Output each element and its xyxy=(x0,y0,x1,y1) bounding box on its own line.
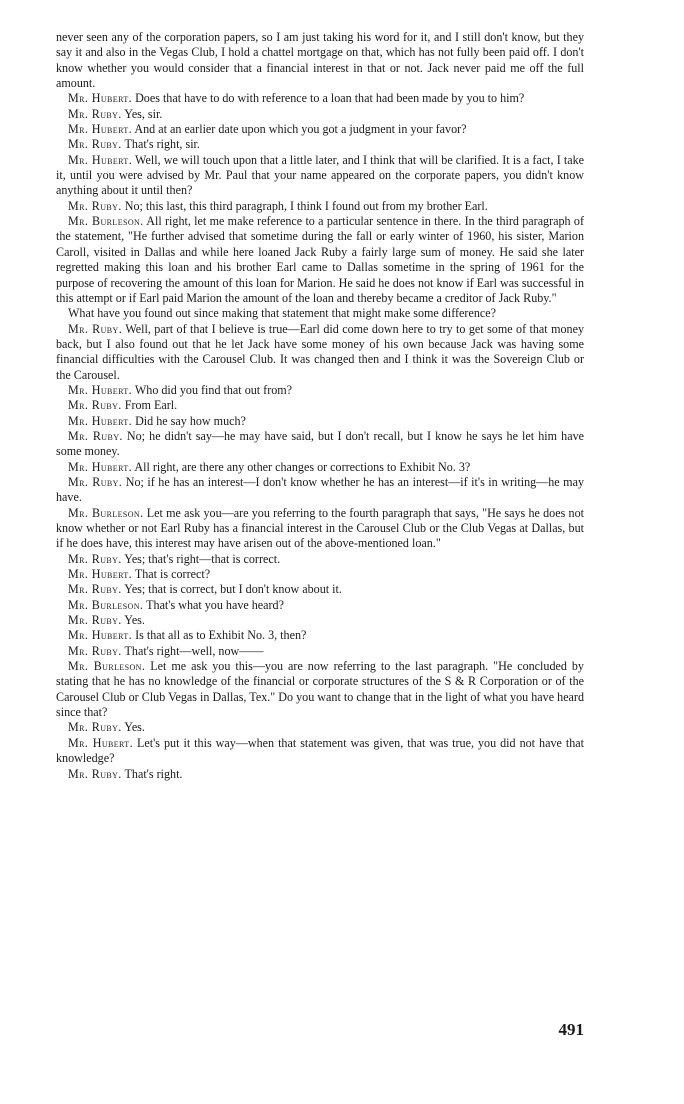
paragraph-text: Yes; that's right—that is correct. xyxy=(121,551,281,566)
speaker: Mr. Hubert. xyxy=(68,735,134,750)
paragraph-text: Let's put it this way—when that statement was given, that was true, you did not have that knowledge? xyxy=(56,735,584,766)
paragraph-text: From Earl. xyxy=(121,398,178,413)
paragraph-text: Who did you find that out from? xyxy=(132,382,293,397)
paragraph-text: All right, are there any other changes or corrections to Exhibit No. 3? xyxy=(132,459,471,474)
speaker: Mr. Hubert. xyxy=(68,91,133,106)
paragraph-text: Yes; that is correct, but I don't know about it. xyxy=(121,582,342,597)
paragraph-16 xyxy=(56,506,584,552)
paragraph-text: That's right—well, now—— xyxy=(121,643,264,658)
paragraph-text: Let me ask you this—you are now referring to the last paragraph. "He concluded by stating that he has no knowledge of the financial or corporate structures of the S & R Corporation or of the Carousel Club or Club Vegas in Dallas, Tex." Do you want to change that in the light of what you have heard since that? xyxy=(56,659,584,720)
speaker: Mr. Ruby. xyxy=(68,613,122,628)
speaker: Mr. Ruby. xyxy=(68,720,122,735)
paragraph-text: That's right, sir. xyxy=(121,137,200,152)
paragraph-text: No; he didn't say—he may have said, but I don't recall, but I know he says he let him have some money. xyxy=(56,428,584,459)
paragraph-21 xyxy=(56,613,584,628)
paragraph-1 xyxy=(56,91,584,106)
paragraph-text: never seen any of the corporation papers, so I am just taking his word for it, and I still don't know, but they say it and also in the Vegas Club, I hold a chattel mortgage on that, which has not fully been paid off. I don't know whether you would consider that a financial interest in that or not. Jack never paid me off the full amount. xyxy=(56,30,584,91)
speaker: Mr. Hubert. xyxy=(68,628,133,643)
speaker: Mr. Ruby. xyxy=(68,474,123,489)
paragraph-text: No; this last, this third paragraph, I think I found out from my brother Earl. xyxy=(121,198,488,213)
paragraph-text: Let me ask you—are you referring to the fourth paragraph that says, "He says he does not know whether or not Earl Ruby has a financial interest in the Carousel Club or the Club Vegas at Dallas, but if he does have, this interest may have arisen out of the above-mentioned loan." xyxy=(56,505,584,551)
paragraph-text: Yes. xyxy=(121,613,145,628)
paragraph-text: All right, let me make reference to a particular sentence in there. In the third paragraph of the statement, "He further advised that sometime during the fall or early winter of 1960, his sister, Marion Caroll, visited in Dallas and while here loaned Jack Ruby a fairly large sum of money. He said she later regretted making this loan and his brother Earl came to Dallas sometime in the spring of 1961 for the purpose of recovering the amount of this loan for Marion. He said he does not know if Earl was successful in this attempt or if Earl paid Marion the amount of the loan and thereby became a creditor of Jack Ruby." xyxy=(56,214,584,305)
speaker: Mr. Hubert. xyxy=(68,382,133,397)
paragraph-13 xyxy=(56,429,584,460)
paragraph-7 xyxy=(56,214,584,306)
paragraph-2 xyxy=(56,107,584,122)
paragraph-19 xyxy=(56,582,584,597)
speaker: Mr. Hubert. xyxy=(68,459,133,474)
paragraph-14 xyxy=(56,460,584,475)
speaker: Mr. Ruby. xyxy=(68,582,122,597)
speaker: Mr. Burleson. xyxy=(68,214,144,229)
paragraph-text: Well, part of that I believe is true—Earl did come down here to try to get some of that money back, but I also found out that he let Jack have some money of his own because Jack was having some financial difficulties with the Carousel Club. It was changed then and I think it was the Sovereign Club or the Carousel. xyxy=(56,321,585,382)
paragraph-6 xyxy=(56,199,584,214)
paragraph-3 xyxy=(56,122,584,137)
paragraph-12 xyxy=(56,414,584,429)
paragraph-text: That is correct? xyxy=(132,567,211,582)
paragraph-text: That's right. xyxy=(121,766,183,781)
paragraph-25 xyxy=(56,720,584,735)
page-number: 491 xyxy=(558,1020,584,1039)
paragraph-text: What have you found out since making that statement that might make some difference? xyxy=(68,306,496,321)
speaker: Mr. Hubert. xyxy=(68,152,133,167)
paragraph-11 xyxy=(56,398,584,413)
paragraph-8 xyxy=(56,306,584,321)
speaker: Mr. Burleson. xyxy=(68,597,144,612)
speaker: Mr. Ruby. xyxy=(68,643,122,658)
paragraph-text: That's what you have heard? xyxy=(143,597,284,612)
transcript-page xyxy=(56,30,584,782)
speaker: Mr. Burleson. xyxy=(68,659,146,674)
paragraph-text: Is that all as to Exhibit No. 3, then? xyxy=(132,628,307,643)
speaker: Mr. Ruby. xyxy=(68,137,122,152)
speaker: Mr. Ruby. xyxy=(68,321,123,336)
paragraph-18 xyxy=(56,567,584,582)
paragraph-text: Does that have to do with reference to a loan that had been made by you to him? xyxy=(132,91,525,106)
paragraph-17 xyxy=(56,552,584,567)
paragraph-26 xyxy=(56,736,584,767)
speaker: Mr. Ruby. xyxy=(68,398,122,413)
paragraph-text: Well, we will touch upon that a little later, and I think that will be clarified. It is a fact, I take it, until you were advised by Mr. Paul that your name appeared on the corporate papers, you didn't know anything about it until then? xyxy=(56,152,584,198)
paragraph-10 xyxy=(56,383,584,398)
paragraph-24 xyxy=(56,659,584,720)
speaker: Mr. Hubert. xyxy=(68,122,133,137)
paragraph-text: Did he say how much? xyxy=(132,413,246,428)
speaker: Mr. Hubert. xyxy=(68,413,133,428)
paragraph-22 xyxy=(56,628,584,643)
speaker: Mr. Ruby. xyxy=(68,198,122,213)
speaker: Mr. Ruby. xyxy=(68,551,122,566)
paragraph-9 xyxy=(56,322,584,383)
paragraph-text: No; if he has an interest—I don't know whether he has an interest—if it's in writing—he may have. xyxy=(56,474,585,505)
paragraph-4 xyxy=(56,137,584,152)
paragraph-15 xyxy=(56,475,584,506)
paragraph-23 xyxy=(56,644,584,659)
paragraph-27 xyxy=(56,767,584,782)
speaker: Mr. Hubert. xyxy=(68,567,133,582)
paragraph-text: And at an earlier date upon which you got a judgment in your favor? xyxy=(132,122,467,137)
paragraph-text: Yes, sir. xyxy=(121,106,163,121)
paragraph-text: Yes. xyxy=(121,720,145,735)
paragraph-20 xyxy=(56,598,584,613)
paragraph-0 xyxy=(56,30,584,91)
speaker: Mr. Burleson. xyxy=(68,505,144,520)
speaker: Mr. Ruby. xyxy=(68,428,123,443)
speaker: Mr. Ruby. xyxy=(68,766,122,781)
paragraph-5 xyxy=(56,153,584,199)
speaker: Mr. Ruby. xyxy=(68,106,122,121)
